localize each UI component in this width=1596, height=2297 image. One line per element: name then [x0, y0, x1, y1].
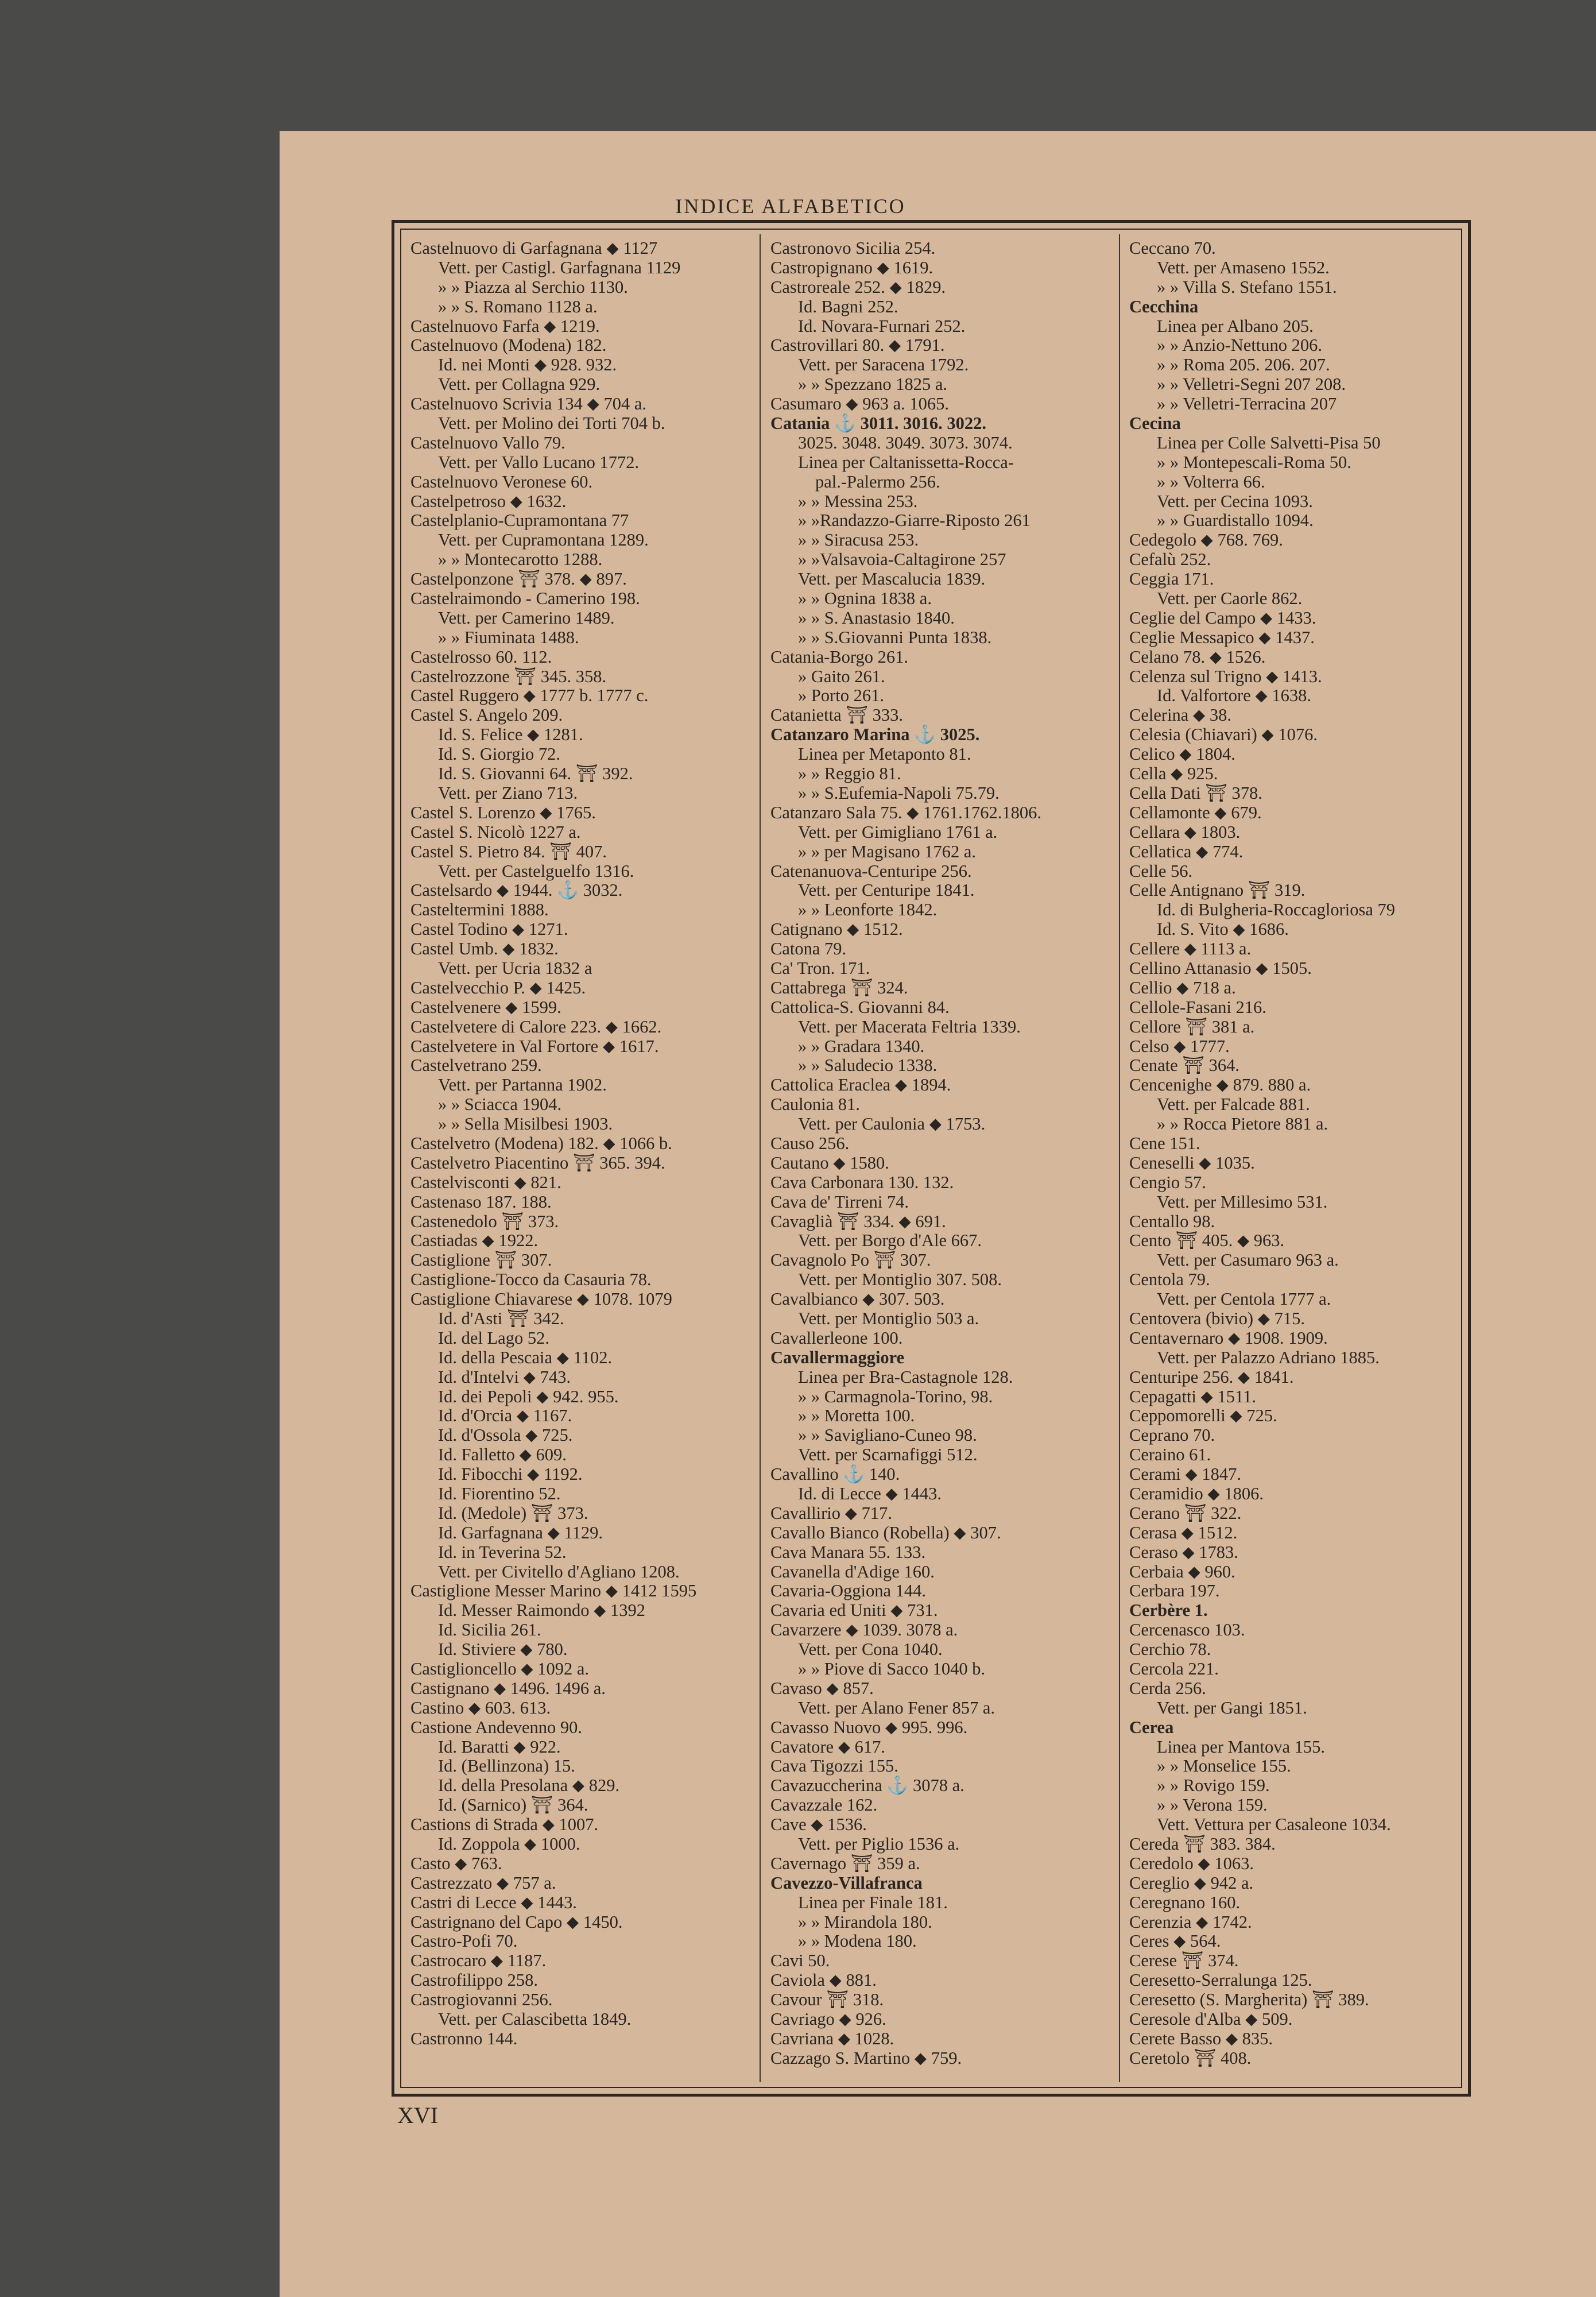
index-entry: Cavallermaggiore	[770, 1347, 905, 1367]
index-entry: Linea per Colle Salvetti-Pisa 50	[1157, 432, 1381, 453]
index-entry: Cerenzia ⬥ 1742.	[1129, 1912, 1252, 1932]
index-entry: Vett. per Borgo d'Ale 667.	[798, 1231, 982, 1251]
index-entry: Ceregnano 160.	[1129, 1892, 1241, 1912]
index-entry: Cefalù 252.	[1129, 550, 1211, 570]
index-entry: Cerami ⬥ 1847.	[1129, 1464, 1241, 1484]
index-entry: Caulonia 81.	[770, 1095, 860, 1115]
index-entry: Cattolica-S. Giovanni 84.	[770, 997, 950, 1017]
index-entry: » » Piove di Sacco 1040 b.	[798, 1659, 986, 1679]
index-entry: » » Monselice 155.	[1157, 1756, 1291, 1776]
index-entry: » » Carmagnola-Torino, 98.	[798, 1386, 993, 1406]
index-entry: Cavallo Bianco (Robella) ⬥ 307.	[770, 1522, 1001, 1542]
index-entry: Castenaso 187. 188.	[410, 1192, 552, 1212]
index-entry: Ceres ⬥ 564.	[1129, 1931, 1221, 1951]
index-entry: Cattabrega ⛩ 324.	[770, 977, 908, 997]
index-entry: Cercenasco 103.	[1129, 1620, 1245, 1640]
index-entry: Vett. per Caulonia ⬥ 1753.	[798, 1114, 986, 1134]
index-entry: Id. del Lago 52.	[438, 1328, 549, 1348]
index-entry: » » Reggio 81.	[798, 764, 901, 784]
index-entry: » » Ognina 1838 a.	[798, 589, 932, 609]
index-entry: Castelnuovo Veronese 60.	[410, 471, 593, 492]
index-entry: » » Velletri-Segni 207 208.	[1157, 374, 1346, 395]
index-entry: Castiglioncello ⬥ 1092 a.	[410, 1659, 590, 1679]
index-entry: Cerese ⛩ 374.	[1129, 1951, 1239, 1971]
index-entry: Celso ⬥ 1777.	[1129, 1036, 1230, 1056]
index-entry: Cava Tigozzi 155.	[770, 1756, 898, 1776]
index-entry: Catania ⚓ 3011. 3016. 3022.	[770, 413, 987, 434]
index-entry: Cereda ⛩ 383. 384.	[1129, 1834, 1276, 1854]
index-entry: Catona 79.	[770, 939, 847, 959]
index-entry: Castelvetere in Val Fortore ⬥ 1617.	[410, 1036, 659, 1056]
index-entry: Vett. per Ucria 1832 a	[438, 958, 592, 978]
index-entry: Vett. per Amaseno 1552.	[1157, 257, 1330, 277]
index-entry: Castiglione ⛩ 307.	[410, 1250, 552, 1270]
index-entry: Cavour ⛩ 318.	[770, 1990, 884, 2010]
index-entry: Celenza sul Trigno ⬥ 1413.	[1129, 666, 1322, 686]
index-entry: » » Sella Misilbesi 1903.	[438, 1114, 613, 1134]
index-entry: Celle Antignano ⛩ 319.	[1129, 880, 1306, 900]
index-entry: Id. Fiorentino 52.	[438, 1484, 561, 1503]
index-entry: Ceresole d'Alba ⬥ 509.	[1129, 2009, 1293, 2029]
index-entry: Cavaria ed Uniti ⬥ 731.	[770, 1600, 938, 1621]
index-entry: Ceppomorelli ⬥ 725.	[1129, 1406, 1277, 1426]
index-entry: Vett. per Gimigliano 1761 a.	[798, 822, 998, 842]
index-entry: Casteltermini 1888.	[410, 900, 549, 920]
index-entry: Cerchio 78.	[1129, 1639, 1211, 1660]
index-entry: Castelpetroso ⬥ 1632.	[410, 491, 567, 511]
index-entry: Vett. per Millesimo 531.	[1157, 1192, 1328, 1212]
index-entry: » » Montepescali-Roma 50.	[1157, 452, 1351, 472]
index-entry: Castro-Pofi 70.	[410, 1931, 518, 1951]
index-entry: Cavaria-Oggiona 144.	[770, 1581, 927, 1601]
index-entry: Vett. per Castigl. Garfagnana 1129	[438, 257, 681, 277]
index-entry: » » Leonforte 1842.	[798, 900, 938, 920]
index-entry: Cerbère 1.	[1129, 1600, 1208, 1621]
index-entry: Ceramidio ⬥ 1806.	[1129, 1484, 1264, 1503]
index-entry: Vett. per Saracena 1792.	[798, 355, 969, 375]
index-entry: Centola 79.	[1129, 1270, 1210, 1290]
index-entry: Cenate ⛩ 364.	[1129, 1055, 1240, 1076]
index-entry: » » Sciacca 1904.	[438, 1095, 562, 1115]
index-entry: Castelplanio-Cupramontana 77	[410, 511, 629, 531]
index-entry: Castronovo Sicilia 254.	[770, 239, 936, 258]
index-entry: Castelnuovo Farfa ⬥ 1219.	[410, 316, 600, 336]
index-entry: Ceraino 61.	[1129, 1445, 1211, 1465]
index-entry: Cellore ⛩ 381 a.	[1129, 1016, 1255, 1037]
index-entry: » Gaito 261.	[798, 666, 885, 686]
index-entry: Castel S. Nicolò 1227 a.	[410, 822, 581, 842]
index-entry: Vett. per Calascibetta 1849.	[438, 2009, 632, 2029]
index-entry: Id. d'Orcia ⬥ 1167.	[438, 1406, 572, 1426]
index-entry: Id. d'Asti ⛩ 342.	[438, 1308, 564, 1328]
index-entry: Catenanuova-Centuripe 256.	[770, 861, 972, 881]
index-entry: Ceraso ⬥ 1783.	[1129, 1542, 1238, 1562]
index-entry: Cavernago ⛩ 359 a.	[770, 1853, 920, 1873]
index-entry: Castelraimondo - Camerino 198.	[410, 589, 640, 609]
index-entry: Id. Messer Raimondo ⬥ 1392	[438, 1600, 646, 1621]
index-entry: Cavriago ⬥ 926.	[770, 2009, 886, 2029]
index-entry: Centallo 98.	[1129, 1211, 1215, 1231]
index-entry: Castelnuovo di Garfagnana ⬥ 1127	[410, 239, 658, 258]
index-entry: Id. Novara-Furnari 252.	[798, 316, 966, 336]
index-entry: » » Messina 253.	[798, 491, 918, 511]
index-entry: Castrogiovanni 256.	[410, 1990, 553, 2010]
index-entry: Linea per Bra-Castagnole 128.	[798, 1367, 1013, 1387]
index-entry: » » Siracusa 253.	[798, 530, 919, 550]
index-entry: Cerda 256.	[1129, 1678, 1206, 1698]
index-entry: Castenedolo ⛩ 373.	[410, 1211, 559, 1231]
index-entry: » » Saludecio 1338.	[798, 1055, 938, 1076]
index-entry: Id. S. Giorgio 72.	[438, 744, 560, 764]
index-entry: » » Anzio-Nettuno 206.	[1157, 335, 1323, 355]
page-number: XVI	[397, 2102, 439, 2128]
index-entry: Id. nei Monti ⬥ 928. 932.	[438, 355, 617, 375]
index-entry: Cazzago S. Martino ⬥ 759.	[770, 2048, 962, 2068]
index-entry: Vett. per Caorle 862.	[1157, 589, 1303, 609]
index-entry: Cerete Basso ⬥ 835.	[1129, 2028, 1273, 2048]
index-entry: Vett. Vettura per Casaleone 1034.	[1157, 1815, 1391, 1835]
index-entry: » » per Magisano 1762 a.	[798, 841, 977, 861]
index-entry: Cavazuccherina ⚓ 3078 a.	[770, 1776, 964, 1796]
index-entry: Cava Carbonara 130. 132.	[770, 1172, 954, 1192]
index-entry: Cattolica Eraclea ⬥ 1894.	[770, 1075, 951, 1095]
index-entry: Cava de' Tirreni 74.	[770, 1192, 909, 1212]
index-entry: Cecchina	[1129, 296, 1199, 316]
index-entry: Cellamonte ⬥ 679.	[1129, 802, 1262, 822]
index-entry: Vett. per Mascalucia 1839.	[798, 569, 986, 589]
index-entry: Castri di Lecce ⬥ 1443.	[410, 1892, 577, 1912]
index-entry: Vett. per Camerino 1489.	[438, 608, 615, 628]
index-entry: Celesia (Chiavari) ⬥ 1076.	[1129, 725, 1318, 745]
index-entry: Cavagnolo Po ⛩ 307.	[770, 1250, 931, 1270]
index-entry: Cavasso Nuovo ⬥ 995. 996.	[770, 1717, 968, 1737]
index-entry: » » Roma 205. 206. 207.	[1157, 355, 1330, 375]
index-entry: Cellino Attanasio ⬥ 1505.	[1129, 958, 1312, 978]
index-entry: Castrovillari 80. ⬥ 1791.	[770, 335, 945, 355]
index-entry: » » Montecarotto 1288.	[438, 550, 603, 570]
index-entry: Castelsardo ⬥ 1944. ⚓ 3032.	[410, 880, 623, 900]
index-entry: Castelrozzone ⛩ 345. 358.	[410, 666, 607, 686]
document-page	[280, 131, 1596, 2297]
index-entry: » » Fiuminata 1488.	[438, 627, 579, 647]
index-entry: » » Savigliano-Cuneo 98.	[798, 1425, 977, 1445]
index-entry: Ceglie del Campo ⬥ 1433.	[1129, 608, 1316, 628]
index-entry: Castiglione Messer Marino ⬥ 1412 1595	[410, 1581, 697, 1601]
index-entry: Catanietta ⛩ 333.	[770, 705, 903, 725]
index-entry: Id. Sicilia 261.	[438, 1620, 541, 1640]
index-entry: Cavaso ⬥ 857.	[770, 1678, 874, 1698]
index-entry: Casumaro ⬥ 963 a. 1065.	[770, 394, 950, 414]
index-entry: Ceresetto-Serralunga 125.	[1129, 1970, 1312, 1990]
index-entry: Castiglione Chiavarese ⬥ 1078. 1079	[410, 1289, 672, 1309]
index-entry: Cedegolo ⬥ 768. 769.	[1129, 530, 1283, 550]
index-entry: Cave ⬥ 1536.	[770, 1815, 867, 1835]
index-entry: Id. S. Felice ⬥ 1281.	[438, 725, 583, 745]
index-entry: Cerbaia ⬥ 960.	[1129, 1561, 1235, 1581]
index-entry: pal.-Palermo 256.	[815, 471, 940, 492]
index-entry: Catanzaro Marina ⚓ 3025.	[770, 725, 980, 745]
index-entry: Cava Manara 55. 133.	[770, 1542, 926, 1562]
index-entry: » » S.Giovanni Punta 1838.	[798, 627, 992, 647]
index-entry: Vett. per Palazzo Adriano 1885.	[1157, 1347, 1380, 1367]
index-entry: Vett. per Molino dei Torti 704 b.	[438, 413, 665, 434]
index-entry: » » S. Anastasio 1840.	[798, 608, 955, 628]
index-entry: Castelvetro (Modena) 182. ⬥ 1066 b.	[410, 1133, 672, 1153]
index-entry: Cavezzo-Villafranca	[770, 1873, 923, 1893]
index-entry: Id. S. Giovanni 64. ⛩ 392.	[438, 764, 633, 784]
index-entry: Castelrosso 60. 112.	[410, 647, 552, 667]
index-entry: Ceccano 70.	[1129, 239, 1216, 258]
index-entry: Celano 78. ⬥ 1526.	[1129, 647, 1266, 667]
index-entry: Ceglie Messapico ⬥ 1437.	[1129, 627, 1315, 647]
index-entry: Cavazzale 162.	[770, 1795, 878, 1815]
index-entry: » » Spezzano 1825 a.	[798, 374, 948, 395]
index-entry: Vett. per Centola 1777 a.	[1157, 1289, 1331, 1309]
index-entry: Vett. per Cecina 1093.	[1157, 491, 1313, 511]
index-entry: Castronno 144.	[410, 2028, 518, 2048]
index-entry: Cellere ⬥ 1113 a.	[1129, 939, 1252, 959]
index-entry: Castione Andevenno 90.	[410, 1717, 583, 1737]
index-entry: » » Verona 159.	[1157, 1795, 1268, 1815]
index-entry: Id. Baratti ⬥ 922.	[438, 1737, 561, 1757]
index-entry: Cercola 221.	[1129, 1659, 1219, 1679]
index-entry: Cerano ⛩ 322.	[1129, 1503, 1242, 1523]
index-entry: Linea per Albano 205.	[1157, 316, 1314, 336]
index-entry: Vett. per Gangi 1851.	[1157, 1697, 1307, 1718]
index-entry: Centovera (bivio) ⬥ 715.	[1129, 1308, 1305, 1328]
index-entry: Castelvenere ⬥ 1599.	[410, 997, 561, 1017]
index-entry: Cepagatti ⬥ 1511.	[1129, 1386, 1256, 1406]
index-entry: Vett. per Centuripe 1841.	[798, 880, 975, 900]
index-entry: Castrofilippo 258.	[410, 1970, 538, 1990]
index-entry: Ca' Tron. 171.	[770, 958, 870, 978]
index-entry: Cengio 57.	[1129, 1172, 1206, 1192]
index-entry: » » Modena 180.	[798, 1931, 917, 1951]
index-entry: Castel S. Pietro 84. ⛩ 407.	[410, 841, 607, 861]
index-entry: Castelvetere di Calore 223. ⬥ 1662.	[410, 1016, 662, 1037]
index-entry: Ceretolo ⛩ 408.	[1129, 2048, 1252, 2068]
index-entry: Cellio ⬥ 718 a.	[1129, 977, 1236, 997]
index-entry: Cavatore ⬥ 617.	[770, 1737, 886, 1757]
index-entry: » » S.Eufemia-Napoli 75.79.	[798, 783, 1000, 803]
index-entry: Castrignano del Capo ⬥ 1450.	[410, 1912, 623, 1932]
index-entry: » » Velletri-Terracina 207	[1157, 394, 1337, 414]
index-entry: Cavarzere ⬥ 1039. 3078 a.	[770, 1620, 958, 1640]
index-entry: Cerasa ⬥ 1512.	[1129, 1522, 1238, 1542]
index-entry: Castelnuovo Vallo 79.	[410, 432, 565, 453]
index-column-2	[770, 239, 1109, 2068]
index-entry: Castroreale 252. ⬥ 1829.	[770, 277, 946, 297]
index-entry: Id. Stiviere ⬥ 780.	[438, 1639, 568, 1660]
index-entry: Celle 56.	[1129, 861, 1193, 881]
index-entry: Vett. per Scarnafiggi 512.	[798, 1445, 978, 1465]
index-entry: Castiglione-Tocco da Casauria 78.	[410, 1270, 652, 1290]
index-entry: Id. S. Vito ⬥ 1686.	[1157, 919, 1289, 939]
index-entry: Id. Fibocchi ⬥ 1192.	[438, 1464, 583, 1484]
index-entry: Causo 256.	[770, 1133, 850, 1153]
index-entry: Centavernaro ⬥ 1908. 1909.	[1129, 1328, 1328, 1348]
index-entry: Castignano ⬥ 1496. 1496 a.	[410, 1678, 606, 1698]
index-entry: Catania-Borgo 261.	[770, 647, 909, 667]
index-entry: Id. (Sarnico) ⛩ 364.	[438, 1795, 588, 1815]
index-entry: Vett. per Casumaro 963 a.	[1157, 1250, 1339, 1270]
index-entry: Celico ⬥ 1804.	[1129, 744, 1235, 764]
index-entry: Vett. per Partanna 1902.	[438, 1075, 607, 1095]
index-entry: » » S. Romano 1128 a.	[438, 296, 598, 316]
index-entry: Vett. per Vallo Lucano 1772.	[438, 452, 640, 472]
index-entry: Caviola ⬥ 881.	[770, 1970, 877, 1990]
index-entry: Ceresetto (S. Margherita) ⛩ 389.	[1129, 1990, 1369, 2010]
index-entry: » » Guardistallo 1094.	[1157, 511, 1314, 531]
index-entry: Cecina	[1129, 413, 1181, 434]
index-entry: Cella Dati ⛩ 378.	[1129, 783, 1262, 803]
index-entry: Id. della Pescaia ⬥ 1102.	[438, 1347, 613, 1367]
index-entry: 3025. 3048. 3049. 3073. 3074.	[798, 432, 1013, 453]
index-entry: » » Rocca Pietore 881 a.	[1157, 1114, 1328, 1134]
index-entry: Cavallerleone 100.	[770, 1328, 903, 1348]
index-entry: Vett. per Piglio 1536 a.	[798, 1834, 960, 1854]
index-entry: Castel Umb. ⬥ 1832.	[410, 939, 559, 959]
index-entry: Ceredolo ⬥ 1063.	[1129, 1853, 1254, 1873]
index-entry: Celerina ⬥ 38.	[1129, 705, 1232, 725]
index-entry: Cavallirio ⬥ 717.	[770, 1503, 892, 1523]
index-entry: Cautano ⬥ 1580.	[770, 1153, 889, 1173]
index-entry: » » Rovigo 159.	[1157, 1776, 1270, 1796]
index-entry: Id. in Teverina 52.	[438, 1542, 567, 1562]
index-entry: Cavallino ⚓ 140.	[770, 1464, 900, 1484]
page-header: INDICE ALFABETICO	[675, 195, 906, 218]
index-entry: » » Moretta 100.	[798, 1406, 915, 1426]
index-entry: Castino ⬥ 603. 613.	[410, 1697, 551, 1718]
column-divider	[1119, 234, 1120, 2082]
index-entry: Vett. per Collagna 929.	[438, 374, 601, 395]
index-entry: Vett. per Cupramontana 1289.	[438, 530, 649, 550]
index-entry: » » Volterra 66.	[1157, 471, 1265, 492]
index-entry: Cene 151.	[1129, 1133, 1200, 1153]
index-frame	[392, 220, 1471, 2097]
index-entry: Linea per Mantova 155.	[1157, 1737, 1326, 1757]
index-entry: Linea per Caltanissetta-Rocca-	[798, 452, 1014, 472]
index-entry: Cavaglià ⛩ 334. ⬥ 691.	[770, 1211, 946, 1231]
index-entry: Cella ⬥ 925.	[1129, 764, 1218, 784]
index-entry: Ceggia 171.	[1129, 569, 1214, 589]
index-entry: Vett. per Civitello d'Agliano 1208.	[438, 1561, 680, 1581]
index-entry: » » Mirandola 180.	[798, 1912, 932, 1932]
index-entry: Vett. per Macerata Feltria 1339.	[798, 1016, 1021, 1037]
index-entry: Id. (Medole) ⛩ 373.	[438, 1503, 588, 1523]
index-column-1	[410, 239, 752, 2049]
index-entry: Castelvetro Piacentino ⛩ 365. 394.	[410, 1153, 665, 1173]
index-entry: Cellatica ⬥ 774.	[1129, 841, 1244, 861]
index-entry: » » Gradara 1340.	[798, 1036, 925, 1056]
index-entry: Cencenighe ⬥ 879. 880 a.	[1129, 1075, 1311, 1095]
index-entry: Cellara ⬥ 1803.	[1129, 822, 1241, 842]
index-entry: Vett. per Alano Fener 857 a.	[798, 1697, 995, 1718]
index-entry: Cereglio ⬥ 942 a.	[1129, 1873, 1254, 1893]
index-entry: » »Randazzo-Giarre-Riposto 261	[798, 511, 1031, 531]
index-entry: Id. Zoppola ⬥ 1000.	[438, 1834, 580, 1854]
index-entry: Castrocaro ⬥ 1187.	[410, 1951, 547, 1971]
index-entry: » » Piazza al Serchio 1130.	[438, 277, 628, 297]
index-entry: Linea per Metaponto 81.	[798, 744, 971, 764]
index-entry: Casto ⬥ 763.	[410, 1853, 502, 1873]
index-entry: Cavi 50.	[770, 1951, 830, 1971]
index-entry: Catanzaro Sala 75. ⬥ 1761.1762.1806.	[770, 802, 1041, 822]
index-entry: Castelnuovo (Modena) 182.	[410, 335, 607, 355]
index-entry: » Porto 261.	[798, 686, 884, 706]
index-entry: Castrezzato ⬥ 757 a.	[410, 1873, 556, 1893]
index-entry: Cerea	[1129, 1717, 1174, 1737]
index-entry: Cerbara 197.	[1129, 1581, 1220, 1601]
column-divider	[760, 234, 761, 2082]
index-entry: Castiadas ⬥ 1922.	[410, 1231, 539, 1251]
index-entry: Id. di Lecce ⬥ 1443.	[798, 1484, 942, 1503]
index-entry: Vett. per Castelguelfo 1316.	[438, 861, 634, 881]
index-entry: Castel S. Lorenzo ⬥ 1765.	[410, 802, 596, 822]
index-entry: Vett. per Montiglio 503 a.	[798, 1308, 979, 1328]
index-entry: » » Villa S. Stefano 1551.	[1157, 277, 1337, 297]
index-entry: Castel Todino ⬥ 1271.	[410, 919, 568, 939]
index-entry: Cavalbianco ⬥ 307. 503.	[770, 1289, 945, 1309]
index-entry: Id. di Bulgheria-Roccagloriosa 79	[1157, 900, 1396, 920]
index-entry: Castelponzone ⛩ 378. ⬥ 897.	[410, 569, 627, 589]
index-entry: Castel Ruggero ⬥ 1777 b. 1777 c.	[410, 686, 649, 706]
index-entry: Id. d'Ossola ⬥ 725.	[438, 1425, 573, 1445]
index-entry: Vett. per Falcade 881.	[1157, 1095, 1310, 1115]
index-entry: Castelnuovo Scrivia 134 ⬥ 704 a.	[410, 394, 647, 414]
index-entry: Id. Falletto ⬥ 609.	[438, 1445, 567, 1465]
index-entry: Ceneselli ⬥ 1035.	[1129, 1153, 1255, 1173]
index-entry: Vett. per Cona 1040.	[798, 1639, 943, 1660]
index-entry: Cellole-Fasani 216.	[1129, 997, 1266, 1017]
index-entry: » »Valsavoia-Caltagirone 257	[798, 550, 1006, 570]
index-entry: Catignano ⬥ 1512.	[770, 919, 903, 939]
index-entry: Id. d'Intelvi ⬥ 743.	[438, 1367, 571, 1387]
index-entry: Castions di Strada ⬥ 1007.	[410, 1815, 599, 1835]
index-column-3	[1129, 239, 1456, 2068]
index-entry: Id. dei Pepoli ⬥ 942. 955.	[438, 1386, 619, 1406]
index-entry: Cento ⛩ 405. ⬥ 963.	[1129, 1231, 1285, 1251]
index-entry: Centuripe 256. ⬥ 1841.	[1129, 1367, 1294, 1387]
index-entry: Vett. per Ziano 713.	[438, 783, 578, 803]
index-entry: Id. Bagni 252.	[798, 296, 898, 316]
index-entry: Castelvetrano 259.	[410, 1055, 542, 1076]
index-entry: Cavanella d'Adige 160.	[770, 1561, 935, 1581]
index-entry: Id. (Bellinzona) 15.	[438, 1756, 575, 1776]
index-entry: Castelvecchio P. ⬥ 1425.	[410, 977, 586, 997]
index-entry: Castelvisconti ⬥ 821.	[410, 1172, 561, 1192]
index-entry: Castel S. Angelo 209.	[410, 705, 563, 725]
index-entry: Cavriana ⬥ 1028.	[770, 2028, 894, 2048]
index-entry: Id. della Presolana ⬥ 829.	[438, 1776, 620, 1796]
index-entry: Castropignano ⬥ 1619.	[770, 257, 933, 277]
index-entry: Linea per Finale 181.	[798, 1892, 948, 1912]
index-entry: Vett. per Montiglio 307. 508.	[798, 1270, 1002, 1290]
index-entry: Id. Valfortore ⬥ 1638.	[1157, 686, 1311, 706]
index-entry: Id. Garfagnana ⬥ 1129.	[438, 1522, 603, 1542]
index-entry: Ceprano 70.	[1129, 1425, 1215, 1445]
